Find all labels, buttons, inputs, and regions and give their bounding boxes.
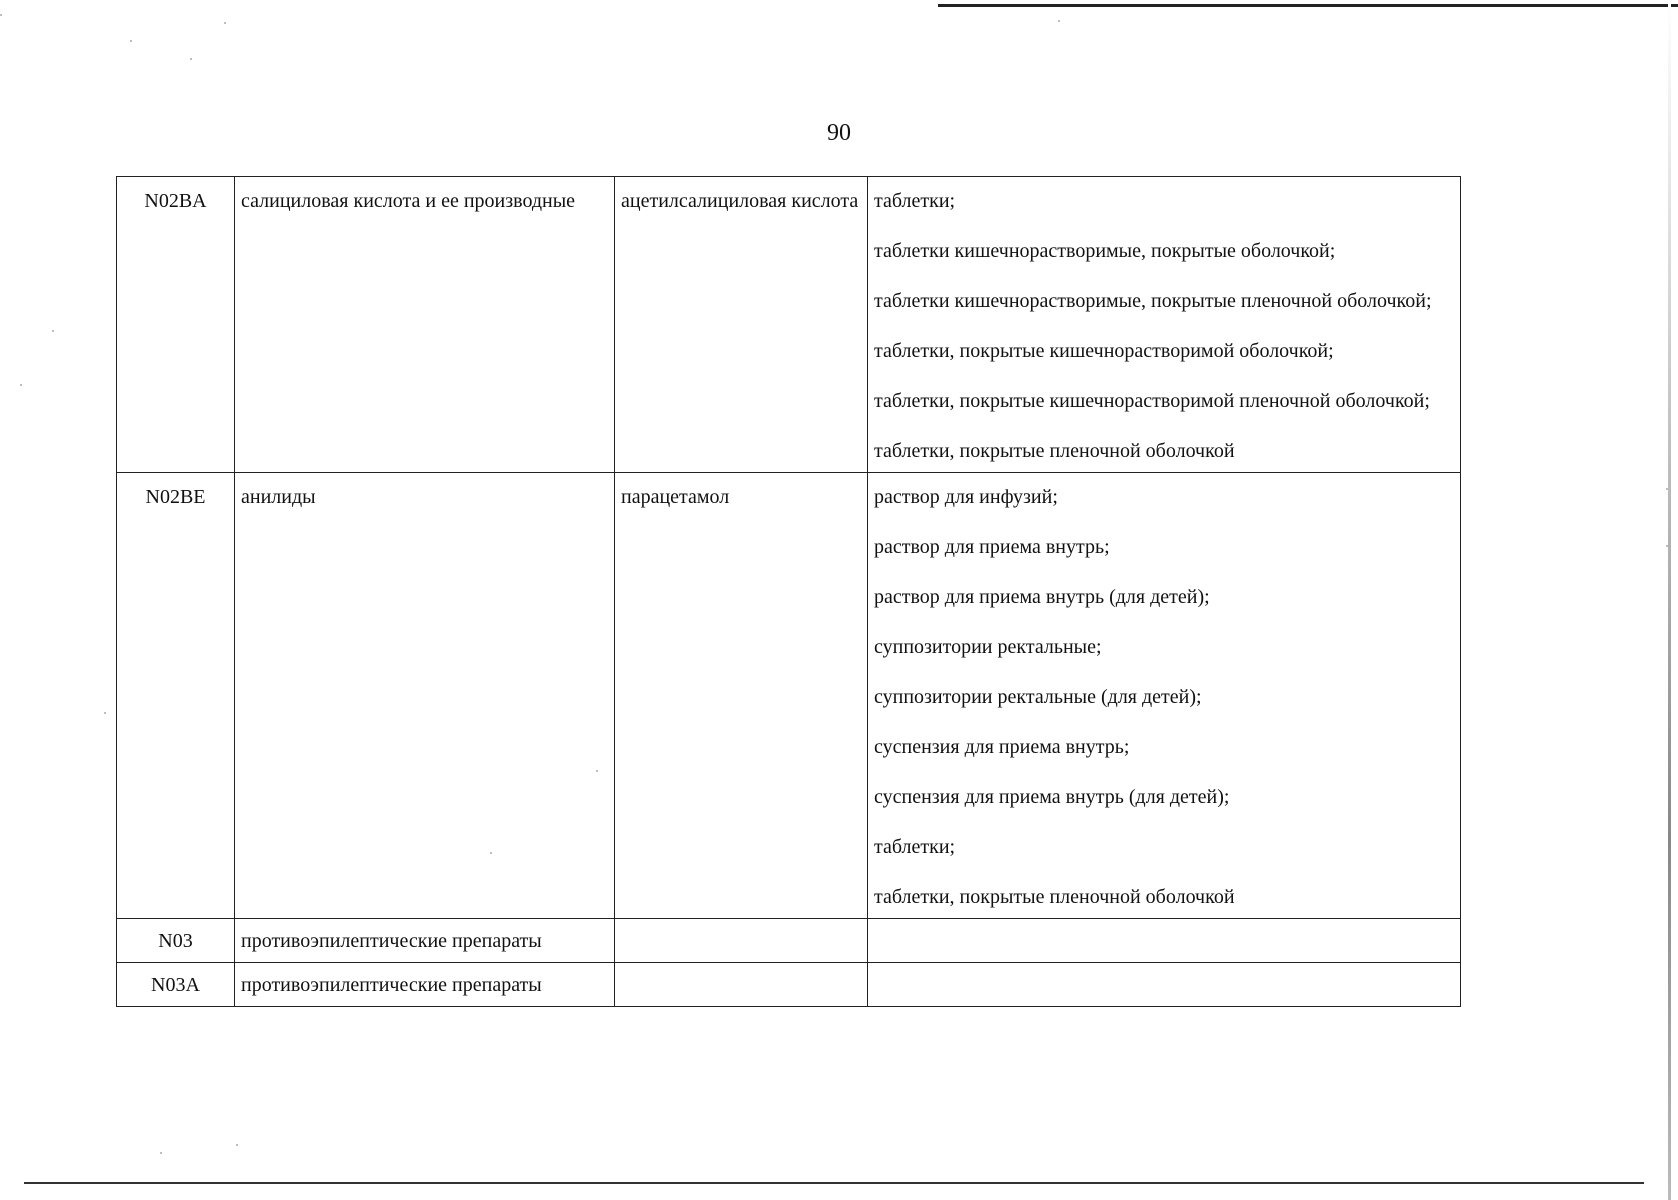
scan-speck [52, 330, 54, 332]
dosage-form-item: раствор для приема внутрь; [874, 536, 1110, 558]
scan-speck [190, 58, 192, 60]
dosage-form-item: таблетки; [874, 190, 956, 212]
dosage-form-item: таблетки; [874, 836, 956, 858]
scan-speck [236, 1144, 238, 1146]
group-cell: салициловая кислота и ее производные [235, 177, 615, 473]
dosage-form-item: таблетки, покрытые кишечнорастворимой оболочкой; [874, 340, 1334, 362]
scan-speck [596, 770, 598, 772]
dosage-forms-cell [868, 473, 1461, 919]
table-row [117, 919, 1461, 963]
atc-code-cell: N03A [117, 963, 235, 1007]
scan-speck [160, 1152, 162, 1154]
group-cell: противоэпилептические препараты [235, 919, 615, 963]
dosage-form-item: таблетки, покрытые пленочной оболочкой [874, 440, 1235, 462]
atc-code-cell: N03 [117, 919, 235, 963]
dosage-form-item: суспензия для приема внутрь (для детей); [874, 786, 1230, 808]
table-row [117, 473, 1461, 919]
scan-speck [20, 384, 22, 386]
atc-code-cell: N02BA [117, 177, 235, 473]
table-row [117, 177, 1461, 473]
atc-code-cell: N02BE [117, 473, 235, 919]
scan-speck [224, 22, 226, 24]
dosage-forms-cell [868, 177, 1461, 473]
substance-cell [615, 963, 868, 1007]
drug-table [116, 176, 1461, 1007]
substance-cell: парацетамол [615, 473, 868, 919]
dosage-forms-cell [868, 963, 1461, 1007]
scan-speck [1058, 20, 1060, 22]
group-cell: противоэпилептические препараты [235, 963, 615, 1007]
scan-speck [104, 712, 106, 714]
dosage-form-item: суспензия для приема внутрь; [874, 736, 1130, 758]
scan-speck [1666, 488, 1668, 490]
dosage-form-item: таблетки кишечнорастворимые, покрытые пленочной оболочкой; [874, 290, 1432, 312]
dosage-form-item: суппозитории ректальные (для детей); [874, 686, 1202, 708]
substance-cell: ацетилсалициловая кислота [615, 177, 868, 473]
dosage-forms-cell [868, 919, 1461, 963]
group-cell: анилиды [235, 473, 615, 919]
scan-speck [130, 40, 132, 42]
scan-speck [490, 852, 492, 854]
scan-border-top [938, 4, 1678, 7]
scan-speck [1666, 545, 1668, 547]
dosage-form-item: раствор для приема внутрь (для детей); [874, 586, 1210, 608]
scan-border-right [1668, 0, 1671, 1200]
dosage-form-item: таблетки, покрытые пленочной оболочкой [874, 886, 1235, 908]
table-row [117, 963, 1461, 1007]
dosage-form-item: суппозитории ректальные; [874, 636, 1102, 658]
substance-cell [615, 919, 868, 963]
scan-speck [0, 14, 2, 16]
page-number: 90 [827, 120, 851, 146]
dosage-form-item: таблетки кишечнорастворимые, покрытые оболочкой; [874, 240, 1336, 262]
scan-border-bottom [24, 1182, 1644, 1184]
dosage-form-item: раствор для инфузий; [874, 486, 1058, 508]
dosage-form-item: таблетки, покрытые кишечнорастворимой пленочной оболочкой; [874, 390, 1430, 412]
